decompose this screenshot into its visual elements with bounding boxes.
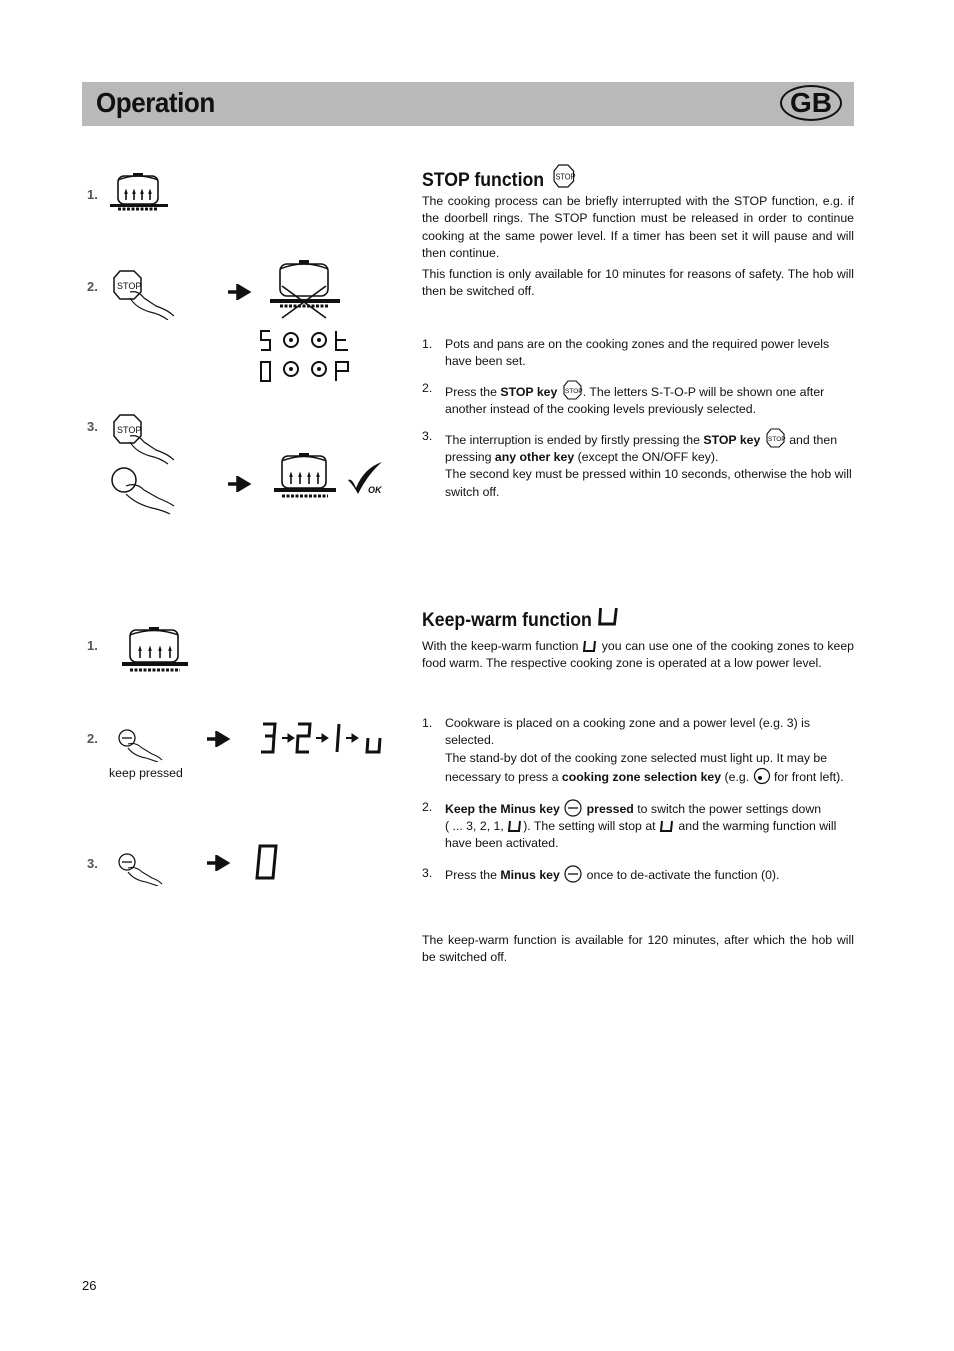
step-bold-text: any other key	[494, 450, 575, 465]
list-item	[422, 428, 854, 502]
svg-text:STOP: STOP	[117, 425, 142, 435]
stop-heading	[422, 163, 575, 192]
keepwarm-heading-text: Keep-warm function	[422, 610, 592, 631]
minus-key-icon	[563, 865, 583, 883]
keepwarm-steps-list	[422, 715, 854, 893]
keepwarm-symbol-icon	[507, 820, 523, 834]
page-title: Operation	[96, 87, 215, 118]
step-text: and then pressing	[445, 432, 838, 465]
finger-stop-then-key-icon	[108, 412, 180, 516]
list-item	[422, 336, 854, 371]
keepwarm-symbol-icon	[597, 606, 619, 628]
finger-minus-key-icon	[116, 726, 164, 762]
step-text: (except the ON/OFF key).	[574, 450, 719, 465]
list-item	[422, 865, 854, 884]
step-text: Cookware is placed on a cooking zone and a power level (e.g. 3) is selected.	[445, 716, 811, 748]
svg-text:STOP: STOP	[767, 435, 786, 443]
svg-text:STOP: STOP	[117, 281, 142, 291]
stop-key-icon	[549, 163, 575, 189]
language-badge: GB	[780, 85, 842, 121]
stop-letters-display	[256, 326, 352, 384]
keepwarm-paragraph	[422, 638, 854, 673]
step-number: 2.	[422, 380, 433, 395]
stop-key-icon	[561, 380, 583, 400]
keepwarm-fig-label-1: 1.	[87, 638, 98, 653]
svg-text:STOP: STOP	[564, 387, 583, 395]
step-text: Press the	[445, 867, 501, 882]
arrow-icon	[205, 731, 231, 747]
arrow-icon	[226, 476, 252, 492]
keepwarm-heading	[422, 606, 619, 632]
stop-heading-text: STOP function	[422, 170, 545, 191]
keepwarm-fig-label-3: 3.	[87, 856, 98, 871]
list-item	[422, 799, 854, 853]
step-bold-text: cooking zone selection key	[561, 770, 722, 785]
step-text: and the warming function will have been activated.	[445, 819, 837, 851]
finger-stop-key-icon	[108, 268, 180, 320]
step-bold-text: pressed	[586, 801, 634, 816]
pot-on-hob-icon	[108, 170, 170, 216]
list-item	[422, 715, 854, 787]
arrow-icon	[226, 284, 252, 300]
keepwarm-symbol-icon	[659, 820, 675, 834]
stop-key-icon	[764, 428, 786, 448]
header-bar	[82, 82, 854, 126]
step-number: 1.	[422, 716, 433, 730]
step-number: 2.	[422, 799, 433, 814]
para-text: you can use one of the cooking zones to keep food warm. The respective cooking zone is operated at a low power level.	[422, 639, 854, 671]
page-number: 26	[82, 1278, 97, 1293]
step-text: (e.g.	[721, 770, 753, 785]
stop-fig-label-2: 2.	[87, 279, 98, 294]
pot-on-hob-icon	[120, 624, 192, 678]
step-text: The stand-by dot of the cooking zone selected must light up. It may be necessary to press a	[445, 750, 828, 785]
step-number: 1.	[422, 337, 433, 351]
finger-minus-key-icon	[116, 850, 164, 886]
step-text: The interruption is ended by firstly pressing the	[445, 432, 704, 447]
keepwarm-fig-label-2: 2.	[87, 731, 98, 746]
svg-text:STOP: STOP	[555, 172, 576, 182]
stop-paragraph-1: The cooking process can be briefly interrupted with the STOP function, e.g. if the doorbell rings. The STOP function must be released in order to continue cooking at the same power level. If a timer has been set it will pause and will then continue.	[422, 194, 854, 261]
zone-select-key-icon	[753, 767, 771, 785]
step-number: 3.	[422, 428, 433, 443]
step-text: once to de-activate the function (0).	[583, 867, 780, 882]
step-bold-text: STOP key	[703, 432, 761, 447]
stop-fig-label-1: 1.	[87, 187, 98, 202]
keepwarm-symbol-icon	[582, 640, 598, 654]
step-bold-text: Keep the Minus key	[445, 801, 560, 816]
crossed-pot-icon	[268, 256, 344, 322]
stop-fig-label-3: 3.	[87, 419, 98, 434]
step-bold-text: Minus key	[500, 867, 560, 882]
step-text: ( ... 3, 2, 1,	[445, 819, 504, 834]
minus-key-icon	[563, 799, 583, 817]
step-text: for front left).	[770, 770, 844, 785]
step-text: Press the	[445, 384, 501, 399]
ok-label: OK	[368, 485, 382, 495]
list-item	[422, 380, 854, 419]
step-text: . The letters S-T-O-P will be shown one after another instead of the cooking levels previously selected.	[445, 384, 825, 417]
step-bold-text: STOP key	[500, 384, 558, 399]
step-text: to switch the power settings down	[633, 801, 822, 816]
step-text: Pots and pans are on the cooking zones and the required power levels have been set.	[445, 337, 830, 369]
stop-paragraph-2: This function is only available for 10 minutes for reasons of safety. The hob will then be switched off.	[422, 267, 854, 299]
stop-steps-list	[422, 336, 854, 510]
step-text: ). The setting will stop at	[523, 819, 656, 834]
zero-display	[252, 842, 282, 882]
step-number: 3.	[422, 865, 433, 880]
countdown-display	[258, 720, 388, 760]
keep-pressed-label: keep pressed	[109, 766, 183, 780]
keepwarm-note: The keep-warm function is available for 120 minutes, after which the hob will be switched off.	[422, 933, 854, 965]
arrow-icon	[205, 855, 231, 871]
para-text: With the keep-warm function	[422, 639, 579, 653]
step-text: The second key must be pressed within 10 seconds, otherwise the hob will switch off.	[445, 467, 852, 499]
pot-on-hob-icon	[272, 450, 338, 506]
